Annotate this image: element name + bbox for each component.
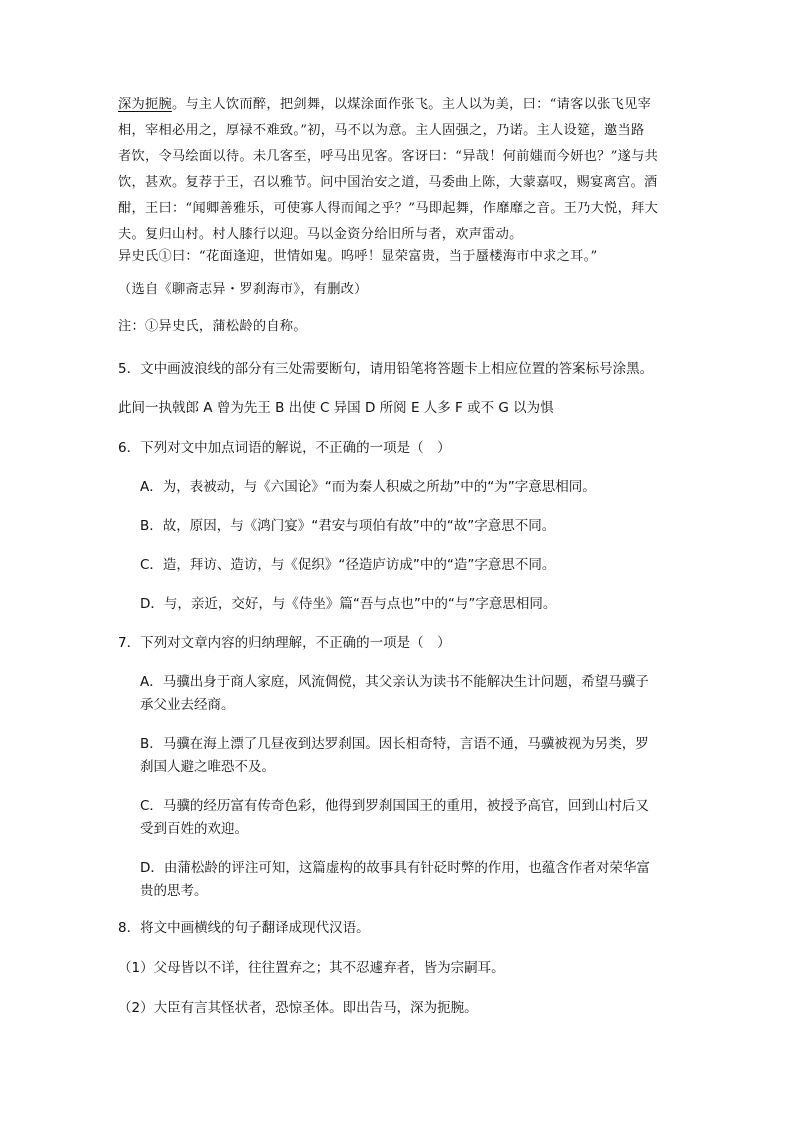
question-5-stem: 5．文中画波浪线的部分有三处需要断句，请用铅笔将答题卡上相应位置的答案标号涂黑。 <box>118 361 654 377</box>
passage-line-1: 深为扼腕。与主人饮而醉，把剑舞，以煤涂面作张飞。主人以为美，曰：“请客以张飞见宰 <box>118 97 652 112</box>
author-comment: 异史氏①曰：“花面逢迎，世情如鬼。呜呼！显荣富贵，当于蜃楼海市中求之耳。” <box>118 249 598 264</box>
source-citation: （选自《聊斋志异・罗刹海市》，有删改） <box>118 282 368 297</box>
question-7-option-d-line2: 贵的思考。 <box>140 883 208 899</box>
passage-line-5: 酣，王曰：“闻卿善雅乐，可使寡人得而闻之乎？”马即起舞，作靡靡之音。王乃大悦，拜大 <box>118 201 659 216</box>
passage-line-6: 夫。复归山村。村人膝行以迎。马以金资分给旧所与者，欢声雷动。 <box>118 227 523 242</box>
question-6-option-c: C．造，拜访、造访，与《促织》“径造庐访成”中的“造”字意思不同。 <box>140 557 556 573</box>
passage-line-4: 饮，甚欢。复荐于王，召以雅节。问中国治安之道，马委曲上陈，大蒙嘉叹，赐宴离宫。酒 <box>118 175 658 190</box>
question-8-stem: 8．将文中画横线的句子翻译成现代汉语。 <box>118 920 370 936</box>
question-8-sentence-1: （1）父母皆以不详，往往置弃之；其不忍遽弃者，皆为宗嗣耳。 <box>118 960 505 976</box>
question-6-option-d: D．与，亲近，交好，与《侍坐》篇“吾与点也”中的“与”字意思相同。 <box>140 596 557 612</box>
question-6-option-b: B．故，原因，与《鸿门宴》“君安与项伯有故”中的“故”字意思不同。 <box>140 518 556 534</box>
passage-line-3: 者饮，令马绘面以待。未几客至，呼马出见客。客讶曰：“异哉！何前媸而今妍也？”遂与共 <box>118 149 659 164</box>
question-7-stem: 7．下列对文章内容的归纳理解，不正确的一项是（ ） <box>118 635 451 651</box>
question-5-sentence: 此间一执戟郎 A 曾为先王 B 出使 C 异国 D 所阅 E 人多 F 或不 G 以为惧 <box>118 400 554 416</box>
question-7-option-b-line2: 刹国人避之唯恐不及。 <box>140 759 275 775</box>
question-7-option-b-line1: B．马骥在海上漂了几昼夜到达罗刹国。因长相奇特，言语不通，马骥被视为另类，罗 <box>140 736 649 752</box>
footnote: 注：①异史氏，蒲松龄的自称。 <box>118 319 307 334</box>
question-7-option-a-line1: A．马骥出身于商人家庭，风流倜傥，其父亲认为读书不能解决生计问题，希望马骥子 <box>140 674 649 690</box>
passage-line-2: 相，宰相必用之，厚禄不难致。”初，马不以为意。主人固强之，乃诺。主人设筵，邀当路 <box>118 123 645 138</box>
question-7-option-c-line1: C．马骥的经历富有传奇色彩，他得到罗刹国国王的重用，被授予高官，回到山村后又 <box>140 798 649 814</box>
question-7-option-c-line2: 受到百姓的欢迎。 <box>140 821 248 837</box>
question-7-option-a-line2: 承父业去经商。 <box>140 697 235 713</box>
underlined-sentence-end: 深为扼腕 <box>118 97 172 112</box>
question-6-option-a: A．为，表被动，与《六国论》“而为秦人积威之所劫”中的“为”字意思相同。 <box>140 479 596 495</box>
question-7-option-d-line1: D．由蒲松龄的评注可知，这篇虚构的故事具有针砭时弊的作用，也蕴含作者对荣华富 <box>140 860 650 876</box>
question-6-stem: 6．下列对文中加点词语的解说，不正确的一项是（ ） <box>118 440 451 456</box>
question-8-sentence-2: （2）大臣有言其怪状者，恐惊圣体。即出告马，深为扼腕。 <box>118 1000 478 1016</box>
